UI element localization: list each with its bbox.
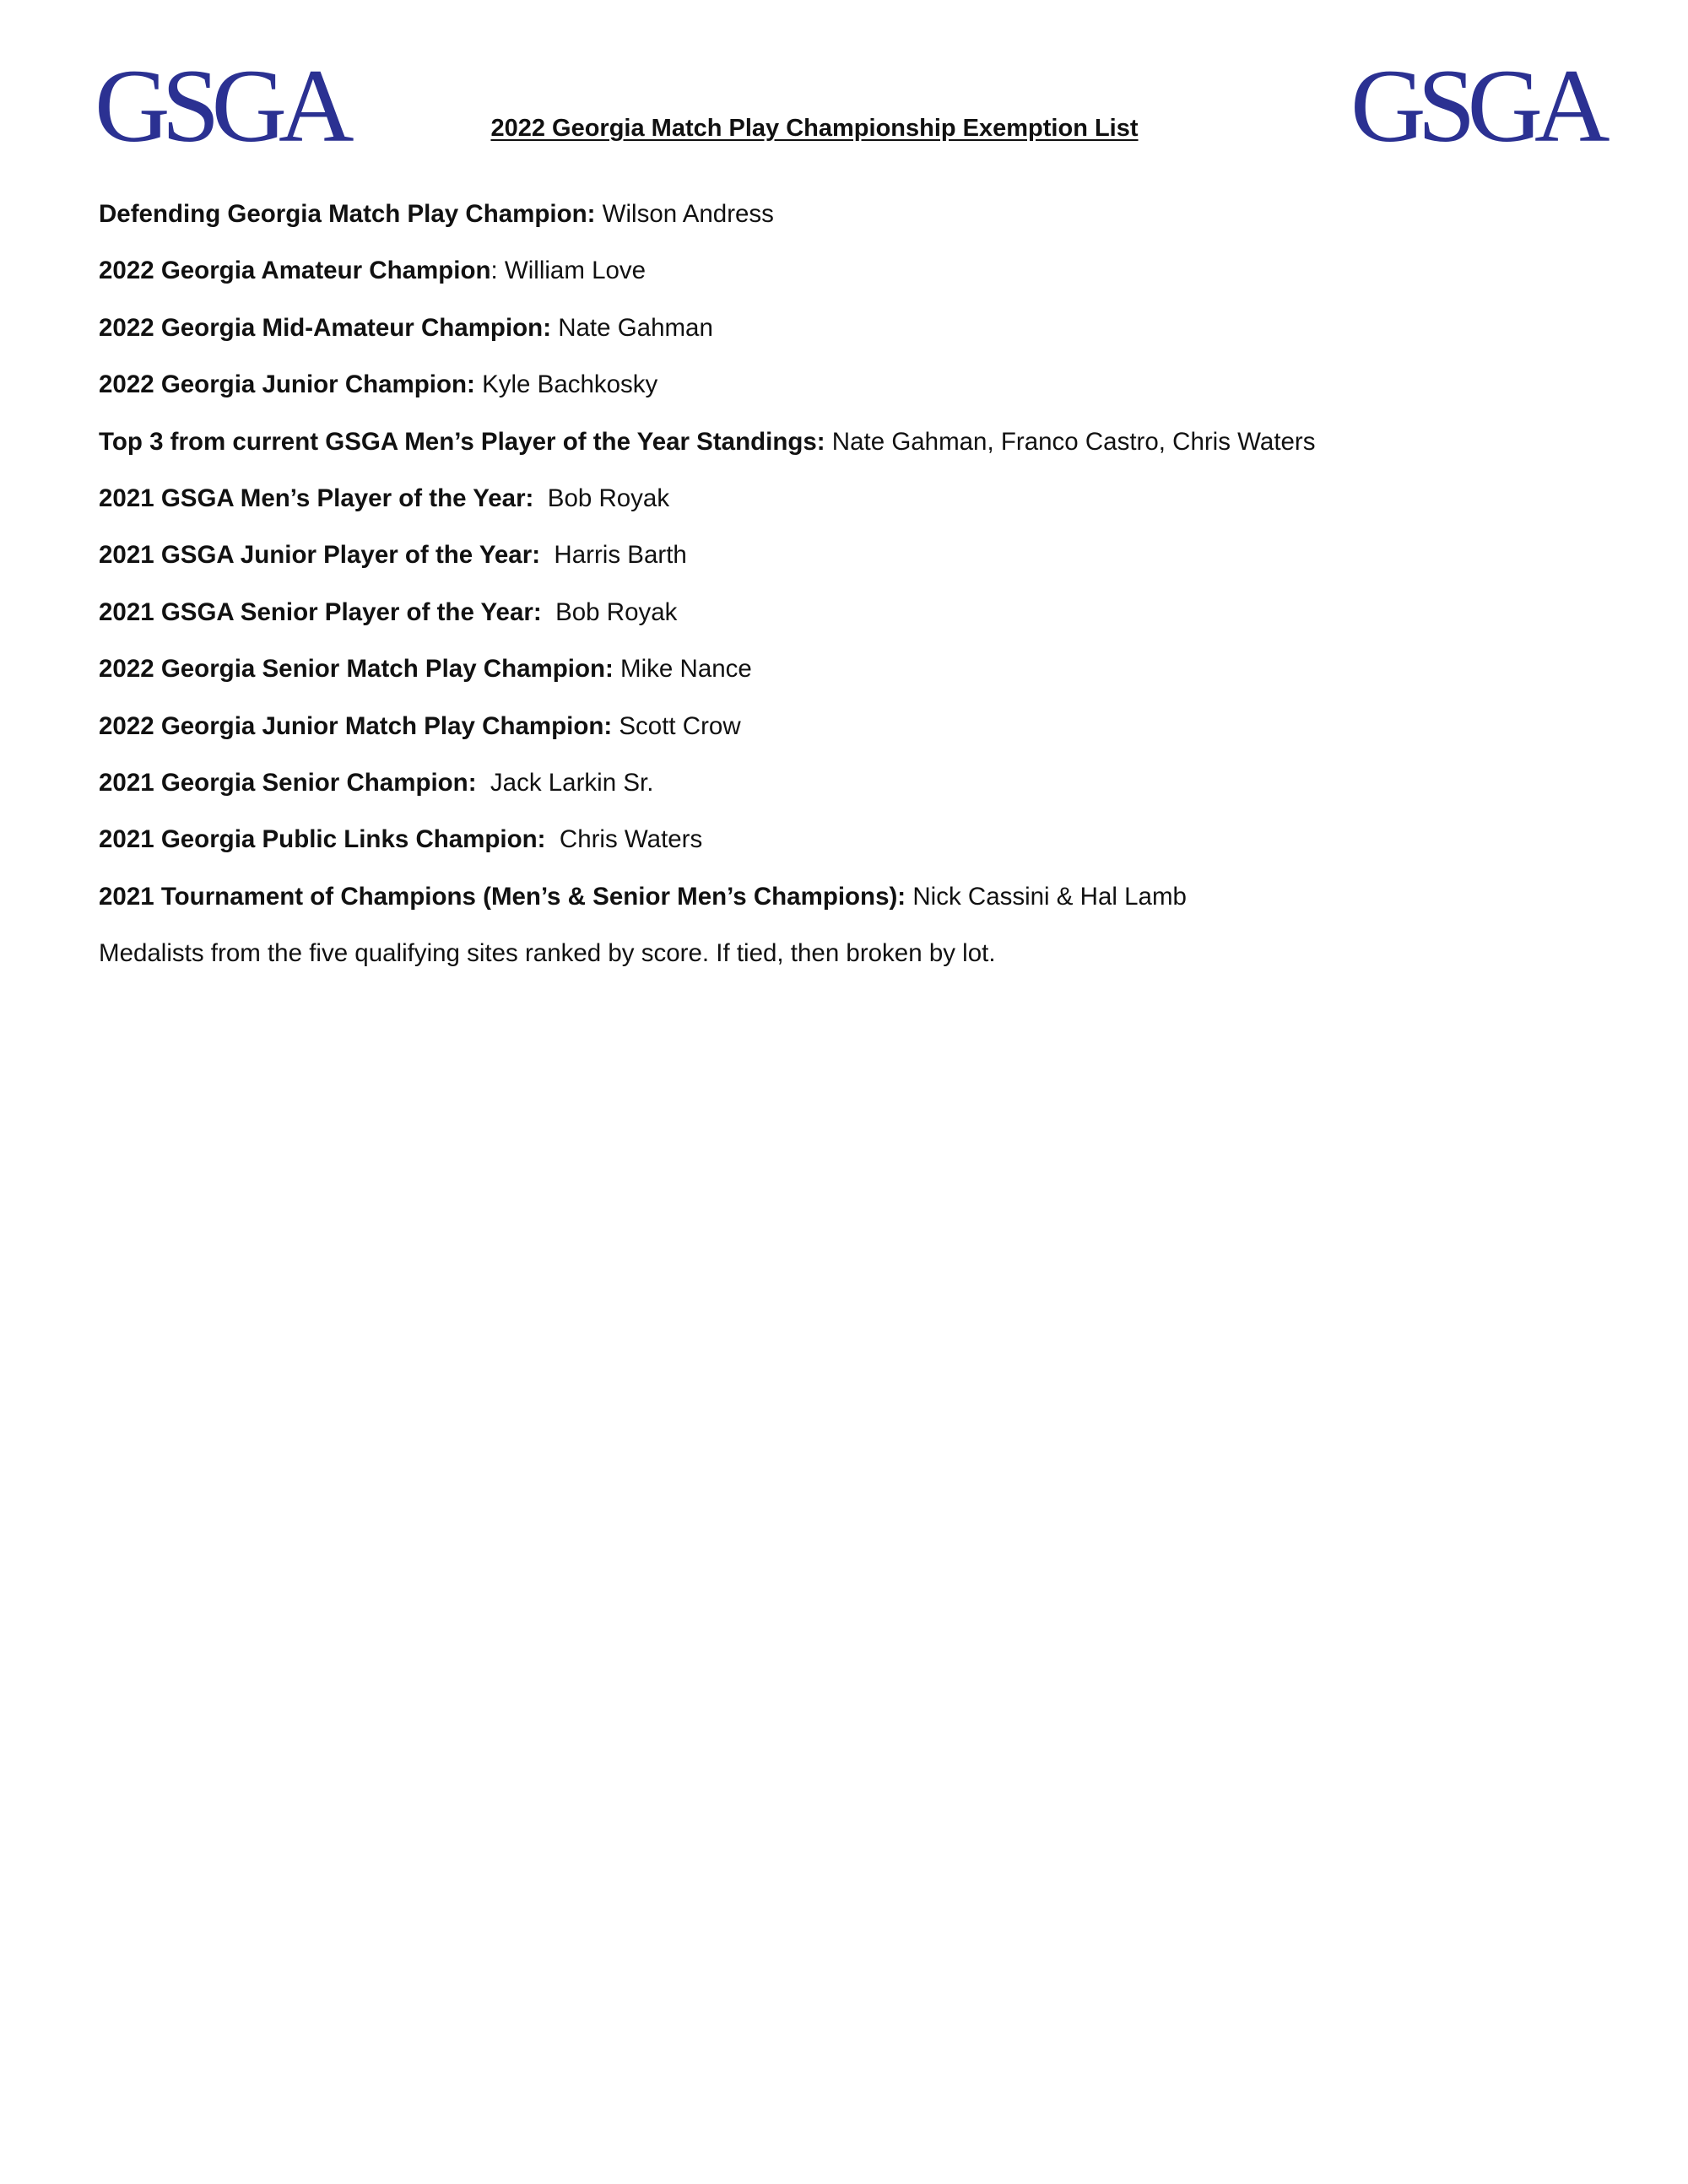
exemption-entry xyxy=(99,484,1635,540)
entry-value: Nate Gahman xyxy=(551,313,713,342)
entry-label: 2021 Georgia Public Links Champion: xyxy=(99,825,546,854)
entry-value: Kyle Bachkosky xyxy=(474,370,658,399)
entry-label: 2021 GSGA Junior Player of the Year: xyxy=(99,541,541,570)
entry-value: Nate Gahman, Franco Castro, Chris Waters xyxy=(825,427,1316,456)
exemption-entry xyxy=(99,540,1635,597)
entry-label: 2022 Georgia Junior Champion: xyxy=(99,370,475,399)
entry-value: : William Love xyxy=(490,257,647,285)
entry-label: 2021 Tournament of Champions (Men’s & Senior Men’s Champions): xyxy=(99,882,906,911)
entry-label: 2021 Georgia Senior Champion: xyxy=(99,768,477,797)
document-title: 2022 Georgia Match Play Championship Exemption List xyxy=(490,115,1139,142)
entry-value: Bob Royak xyxy=(533,484,670,512)
entry-label: 2022 Georgia Senior Match Play Champion: xyxy=(99,655,614,684)
entry-value: Medalists from the five qualifying sites ranked by score. If tied, then broken by lot. xyxy=(99,939,996,968)
exemption-entry xyxy=(99,370,1635,426)
entry-value: Chris Waters xyxy=(545,825,703,854)
entry-label: 2022 Georgia Amateur Champion xyxy=(99,257,491,285)
exemption-entry xyxy=(99,882,1635,938)
entry-value: Wilson Andress xyxy=(595,200,774,228)
entry-value: Jack Larkin Sr. xyxy=(476,768,654,797)
entry-value: Bob Royak xyxy=(541,597,678,626)
entry-value: Harris Barth xyxy=(540,541,687,570)
exemption-entry xyxy=(99,199,1635,256)
exemption-entry xyxy=(99,313,1635,370)
entry-label: 2022 Georgia Mid-Amateur Champion: xyxy=(99,313,552,342)
exemption-entry xyxy=(99,597,1635,654)
exemption-entry xyxy=(99,824,1635,881)
gsga-logo-left: GSGA xyxy=(95,48,346,164)
exemption-entry xyxy=(99,654,1635,711)
entry-label: 2021 GSGA Men’s Player of the Year: xyxy=(99,484,534,512)
entry-label: 2022 Georgia Junior Match Play Champion: xyxy=(99,711,613,740)
entry-label: Defending Georgia Match Play Champion: xyxy=(99,200,596,228)
entry-label: Top 3 from current GSGA Men’s Player of the Year Standings: xyxy=(99,427,825,456)
exemption-entry xyxy=(99,711,1635,768)
exemption-list xyxy=(99,199,1635,995)
exemption-entry xyxy=(99,427,1635,484)
gsga-logo-right: GSGA xyxy=(1350,48,1602,164)
exemption-entry xyxy=(99,256,1635,312)
medalists-note xyxy=(99,938,1635,995)
exemption-entry xyxy=(99,768,1635,824)
entry-value: Scott Crow xyxy=(612,711,741,740)
entry-label: 2021 GSGA Senior Player of the Year: xyxy=(99,597,542,626)
entry-value: Mike Nance xyxy=(613,655,752,684)
entry-value: Nick Cassini & Hal Lamb xyxy=(906,882,1187,911)
